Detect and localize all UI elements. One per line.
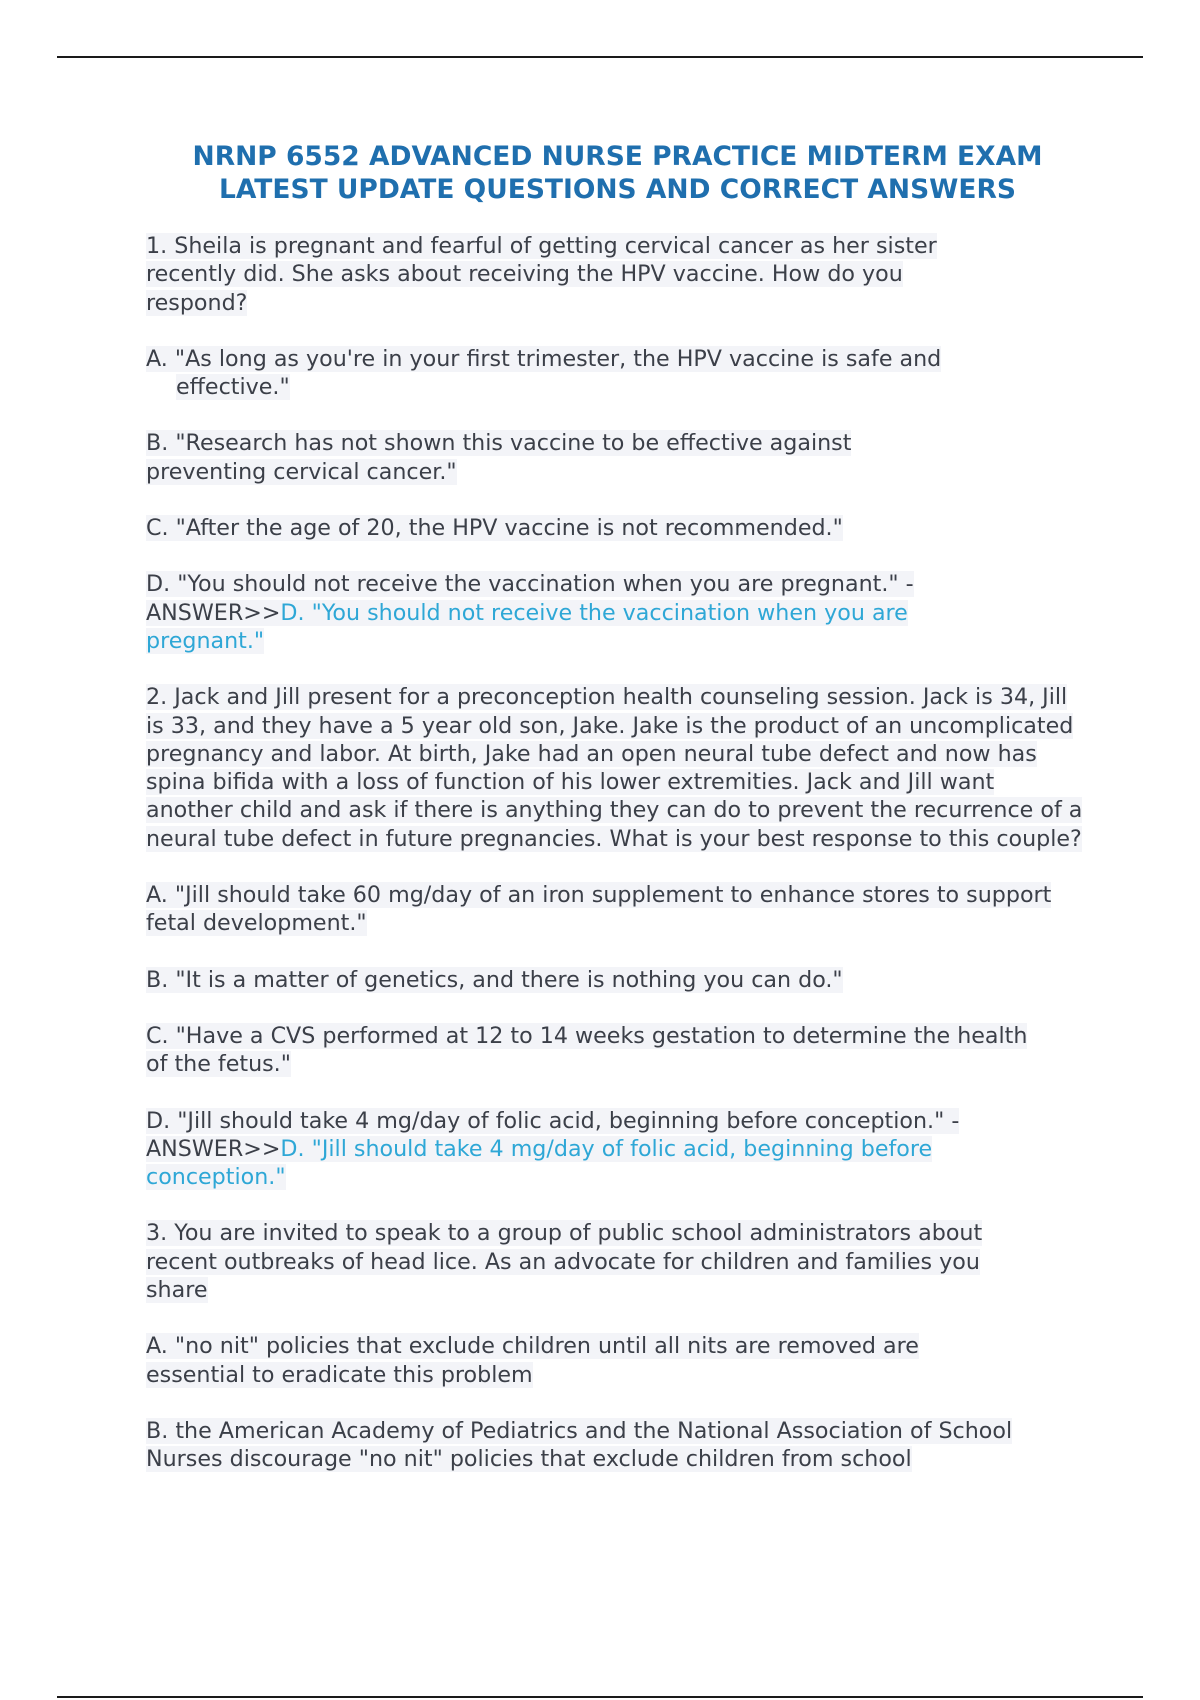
question-number: 1. — [146, 233, 168, 259]
correct-answer: D. "Jill should take 4 mg/day of folic acid, beginning before conception." — [146, 1135, 933, 1191]
correct-answer: D. "You should not receive the vaccination when you are pregnant." — [146, 599, 908, 654]
option-text: D. "You should not receive the vaccination when you are pregnant." - ANSWER>> — [146, 571, 914, 626]
question-2-option-a: A. "Jill should take 60 mg/day of an iron supplement to enhance stores to support fetal development." — [146, 882, 1052, 937]
question-1-stem — [146, 232, 946, 317]
question-text: Jack and Jill present for a preconception health counseling session. Jack is 34, Jill is 33, and they have a 5 year old son, Jake. Jake is the product of an uncomplicated pregnancy and labor. At birth, Jake had an open neural tube defect and now has spina bifida with a loss of function of his lower extremities. Jack and Jill want another child and ask if there is anything they can do to prevent the recurrence of a neural tube defect in future pregnancies. What is your best response to this couple? — [146, 684, 1083, 852]
question-2-option-b: B. "It is a matter of genetics, and there is nothing you can do." — [146, 966, 843, 993]
question-list — [146, 232, 1086, 1502]
document-title — [120, 140, 1115, 206]
option-text: D. "Jill should take 4 mg/day of folic acid, beginning before conception." - ANSWER>> — [146, 1107, 960, 1162]
title-line-2: LATEST UPDATE QUESTIONS AND CORRECT ANSWERS — [218, 174, 1017, 205]
question-number: 2. — [146, 684, 168, 711]
question-1-option-c: C. "After the age of 20, the HPV vaccine is not recommended." — [146, 515, 843, 542]
question-text: Sheila is pregnant and fearful of getting cervical cancer as her sister recently did. She asks about receiving the HPV vaccine. How do you respond? — [146, 233, 937, 316]
question-1-option-b: B. "Research has not shown this vaccine to be effective against preventing cervical cancer." — [146, 430, 852, 485]
question-1-option-a: A. "As long as you're in your first trimester, the HPV vaccine is safe and effective." — [146, 345, 942, 401]
question-3-option-a: A. "no nit" policies that exclude children until all nits are removed are essential to eradicate this problem — [146, 1333, 919, 1388]
title-line-1: NRNP 6552 ADVANCED NURSE PRACTICE MIDTERM EXAM — [192, 141, 1043, 172]
question-1-option-d — [146, 570, 996, 655]
question-2-stem — [146, 683, 1086, 853]
bottom-divider — [57, 1696, 1143, 1698]
question-2-option-c: C. "Have a CVS performed at 12 to 14 weeks gestation to determine the health of the fetus." — [146, 1022, 1028, 1078]
top-divider — [57, 56, 1143, 58]
question-2-option-d — [146, 1107, 1046, 1192]
question-text: You are invited to speak to a group of public school administrators about recent outbreaks of head lice. As an advocate for children and families you share — [146, 1220, 983, 1304]
question-3-option-b: B. the American Academy of Pediatrics and the National Association of School Nurses discourage "no nit" policies that exclude children from school — [146, 1417, 1013, 1473]
question-3-stem — [146, 1219, 1006, 1304]
question-number: 3. — [146, 1220, 168, 1247]
